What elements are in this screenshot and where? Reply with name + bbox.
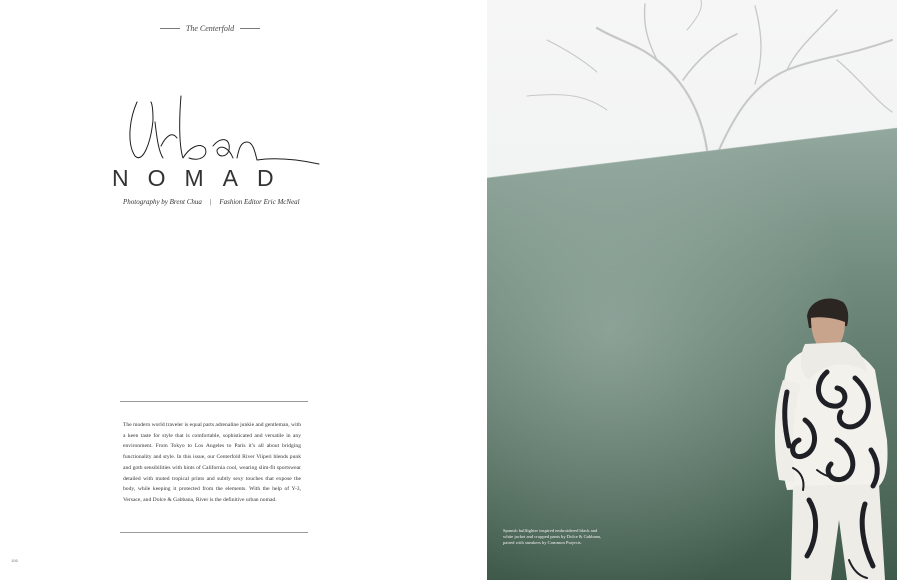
body-rule-top [120,401,308,402]
section-label-text: The Centerfold [185,23,235,33]
fashion-photo [487,0,897,580]
photo-caption: Spanish bullfighter inspired embroidered black and white jacket and cropped pants by Dolce & Gabbana, paired with sneakers by Common Projects. [503,528,602,545]
photography-credit: Photography by Brent Chua [123,198,202,206]
right-page [487,0,897,580]
credit-separator: | [209,198,212,206]
photo-credits [123,196,323,208]
fashion-editor-credit: Fashion Editor Eric McNeal [219,198,300,206]
section-label-rule-left [160,28,180,29]
section-label-rule-right [240,28,260,29]
headline-script-signature [115,92,330,170]
headline-main: NOMAD [112,165,293,191]
body-copy: The modern world traveler is equal parts adrenaline junkie and gentleman, with a keen taste for style that is comfortable, sophisticated and versatile in any environment. From Tokyo to Los Angeles to Paris it’s all about bridging functionality and style. In this issue, our Centerfold River Viiperi blends punk and goth sensibilities with hints of California cool, wearing slim-fit sportswear detailed with muted tropical prints and subtly sexy touches that expose the body, while keeping it protected from the elements. With the help of Y-3, Versace, and Dolce & Gabbana, River is the definitive urban nomad. [123,422,301,503]
page-number: 106 [11,558,18,563]
section-label [160,20,260,36]
body-rule-bottom [120,532,308,533]
